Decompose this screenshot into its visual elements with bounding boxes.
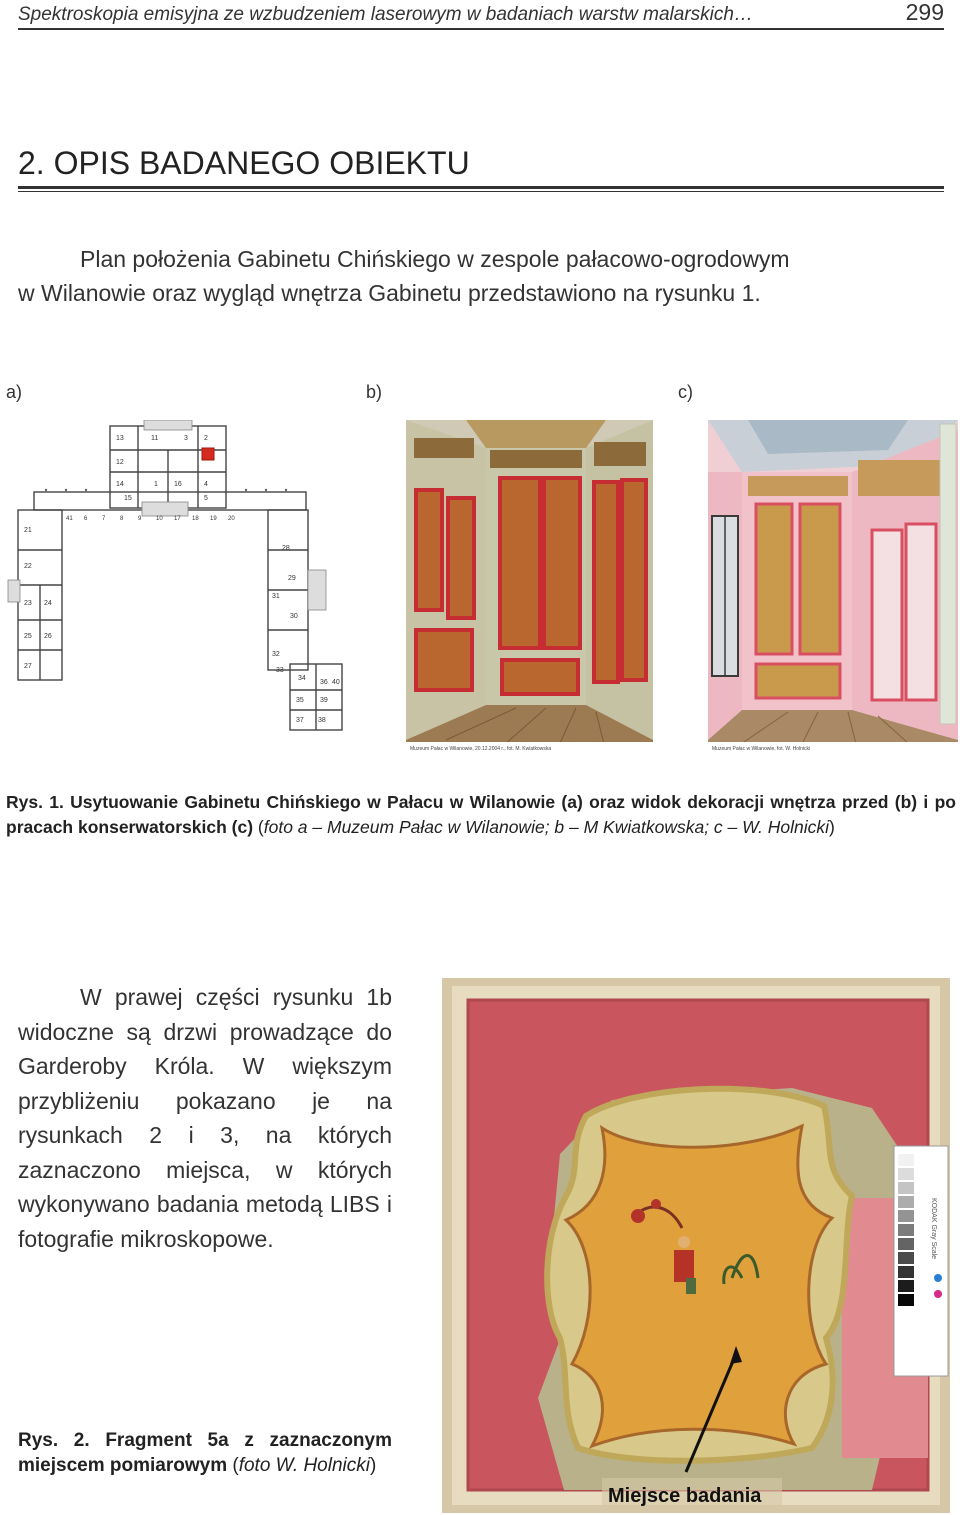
running-head <box>18 0 944 26</box>
wall-panel <box>756 504 792 654</box>
gray-scale-swatches <box>898 1154 914 1306</box>
figure1-caption-text: Usytuowanie Gabinetu Chińskiego w Pałacu w Wilanowie (a) oraz widok dekoracji wnętrza przed (b) i po pracach konserwatorskich (c) <box>6 792 956 837</box>
plan-number: 35 <box>296 697 304 704</box>
plan-number: 22 <box>24 563 32 570</box>
figure2-caption-credit: foto W. Holnicki <box>238 1455 370 1476</box>
header-rule <box>18 28 944 30</box>
plan-number: 11 <box>151 435 159 442</box>
wall-panel <box>416 490 442 610</box>
title-rule-thin <box>18 191 944 192</box>
section-title: 2. OPIS BADANEGO OBIEKTU <box>18 145 470 181</box>
plan-number: 33 <box>276 667 284 674</box>
plan-number: 26 <box>44 633 52 640</box>
plan-number: 21 <box>24 527 32 534</box>
plan-number: 29 <box>288 575 296 582</box>
panel-label-c: c) <box>678 382 693 402</box>
figure2-caption: Rys. 2. Fragment 5a z zaznaczonym miejscem pomiarowym (foto W. Holnicki) <box>18 1430 392 1476</box>
plan-number: 16 <box>174 481 182 488</box>
door-panel <box>872 530 902 700</box>
plan-annex-right <box>308 570 326 610</box>
figure1-caption-label: Rys. 1. <box>6 792 64 812</box>
figure2-caption-text: Fragment 5a z zaznaczonym miejscem pomiarowym <box>18 1430 392 1476</box>
body-paragraph-text: W prawej części rysunku 1b widoczne są drzwi prowadzące do Garderoby Króla. W większym przybliżeniu pokazano je na rysunkach 2 i 3, na których zaznaczono miejsca, w których wykonywano badania metodą LIBS i fotografie mikroskopowe. <box>18 984 392 1252</box>
plan-number: 8 <box>120 516 124 522</box>
title-rule <box>18 186 944 189</box>
plan-terrace-north <box>144 420 192 430</box>
plan-annex-left <box>8 580 20 602</box>
floor-plan-figure <box>6 420 346 740</box>
plan-number: 9 <box>138 516 142 522</box>
door-fragment-photo <box>442 978 950 1513</box>
plan-number: 30 <box>290 613 298 620</box>
plan-number: 25 <box>24 633 32 640</box>
door-panel <box>906 524 936 700</box>
painted-figure <box>674 1250 694 1282</box>
wall-panel <box>756 664 840 698</box>
photo-c-credit: Muzeum Pałac w Wilanowie, fot. W. Holnicki <box>712 746 811 752</box>
plan-number: 40 <box>332 679 340 686</box>
plan-number: 19 <box>210 516 217 522</box>
figure2-caption-label: Rys. 2. <box>18 1430 90 1451</box>
photo-b-credit: Muzeum Pałac w Wilanowie, 20.12.2004 r., fot. M. Kwiatkowska <box>410 746 552 752</box>
door-panel <box>622 480 646 680</box>
plan-number: 3 <box>184 435 188 442</box>
wall-panel <box>500 478 540 648</box>
gray-scale-label: KODAK Gray Scale <box>930 1198 937 1260</box>
plan-number: 28 <box>282 545 290 552</box>
plan-number: 20 <box>228 516 235 522</box>
running-title: Spektroskopia emisyjna ze wzbudzeniem laserowym w badaniach warstw malarskich… <box>18 4 753 25</box>
plan-number: 37 <box>296 717 304 724</box>
page-number: 299 <box>905 0 944 25</box>
plan-number: 38 <box>318 717 326 724</box>
plan-number: 4 <box>204 481 208 488</box>
wall-panel <box>416 630 472 690</box>
plan-number: 17 <box>174 516 181 522</box>
plan-number: 34 <box>298 675 306 682</box>
plan-number: 24 <box>44 600 52 607</box>
interior-after-photo <box>708 420 958 752</box>
intro-paragraph <box>18 242 942 310</box>
plan-number: 31 <box>272 593 280 600</box>
plan-number: 23 <box>24 600 32 607</box>
body-paragraph <box>18 980 392 1256</box>
panel-label-b: b) <box>366 382 383 402</box>
intro-line-2: w Wilanowie oraz wygląd wnętrza Gabinetu przedstawiono na rysunku 1. <box>18 280 761 306</box>
plan-number: 1 <box>154 481 158 488</box>
wall-panel <box>502 660 578 694</box>
plan-number: 12 <box>116 459 124 466</box>
plan-terrace-south <box>142 502 188 516</box>
wall-panel <box>448 498 474 618</box>
plan-number: 39 <box>320 697 328 704</box>
plan-number: 18 <box>192 516 199 522</box>
plan-number: 10 <box>156 516 163 522</box>
plan-number: 36 <box>320 679 328 686</box>
plan-number: 7 <box>102 516 106 522</box>
plan-number: 2 <box>204 435 208 442</box>
wall-panel <box>800 504 840 654</box>
interior-before-photo <box>406 420 653 752</box>
plan-number: 13 <box>116 435 124 442</box>
figure1-caption-credit: foto a – Muzeum Pałac w Wilanowie; b – M Kwiatkowska; c – W. Holnicki <box>263 817 829 837</box>
intro-line-1: Plan położenia Gabinetu Chińskiego w zespole pałacowo-ogrodowym <box>80 246 790 272</box>
chinese-cabinet-marker <box>202 448 214 460</box>
wall-panel <box>544 478 580 648</box>
door-panel <box>594 482 618 682</box>
plan-number: 32 <box>272 651 280 658</box>
plan-number: 41 <box>66 516 73 522</box>
plan-number: 5 <box>204 495 208 502</box>
plan-number: 15 <box>124 495 132 502</box>
panel-label-a: a) <box>6 382 23 402</box>
plan-number: 6 <box>84 516 88 522</box>
plan-number: 14 <box>116 481 124 488</box>
measurement-site-label: Miejsce badania <box>608 1485 762 1507</box>
figure1-caption: Rys. 1. Usytuowanie Gabinetu Chińskiego w Pałacu w Wilanowie (a) oraz widok dekoracji wnętrza przed (b) i po pracach konserwatorskich (c) (foto a – Muzeum Pałac w Wilanowie; b – M Kwiatkowska; c – W. Holnicki) <box>6 792 956 837</box>
plan-number: 27 <box>24 663 32 670</box>
